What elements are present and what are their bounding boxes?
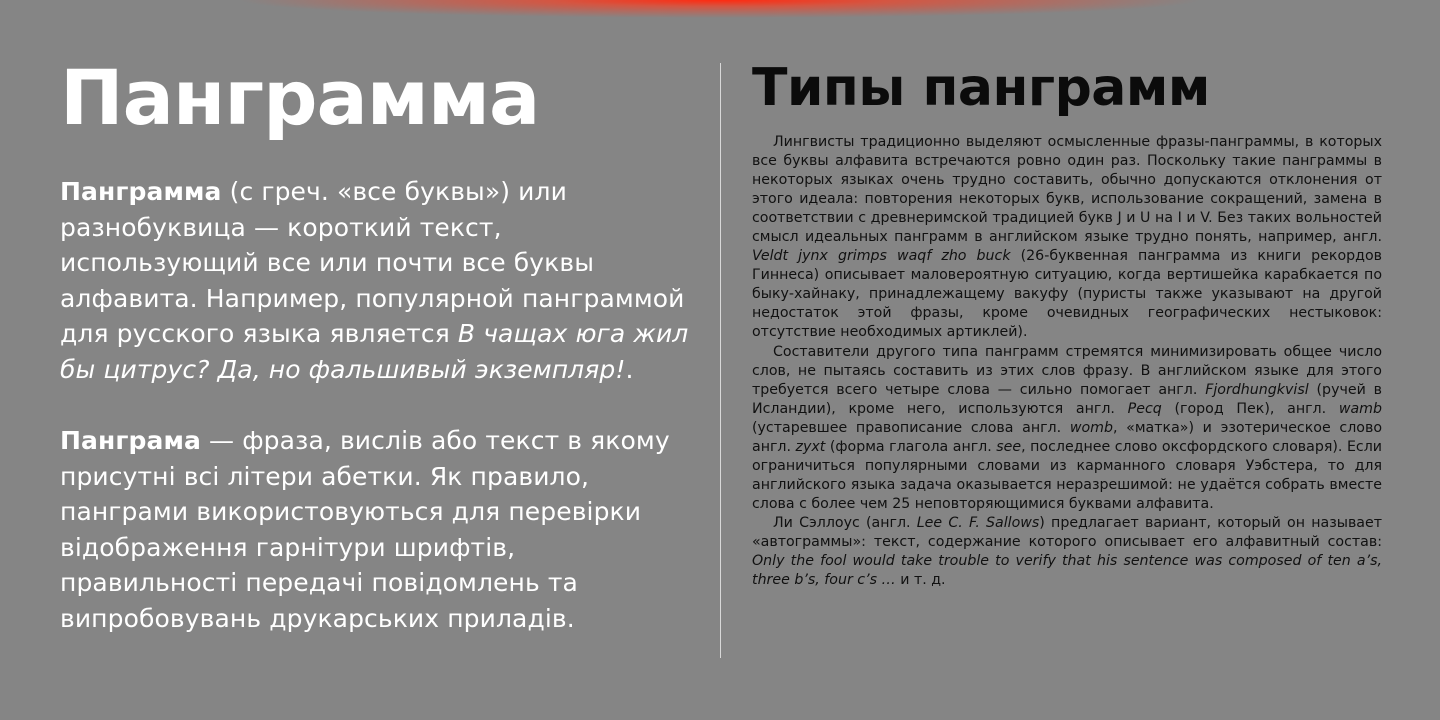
main-heading: Панграмма <box>60 53 540 142</box>
top-red-glow <box>0 0 1440 30</box>
left-column <box>60 52 700 636</box>
ukrainian-definition-paragraph: Панграма — фраза, вислів або текст в якому присутні всі літери абетки. Як правило, панграми використовуються для перевірки відображення гарнітури шрифтів, правильності передачі повідомлень та випробовувань друкарських приладів. <box>60 426 670 633</box>
body-paragraph-2: Составители другого типа панграмм стремятся минимизировать общее число слов, не пытаясь составить из этих слов фразу. В английском языке для этого требуется всего четыре слова — сильно помогает англ. Fjordhungkvisl (ручей в Исландии), кроме него, используются англ. Pecq (город Пек), англ. wamb (устаревшее правописание слова англ. womb, «матка») и эзотерическое слово англ. zyxt (форма глагола англ. see, последнее слово оксфордского словаря). Если ограничиться популярными словами из карманного словаря Уэбстера, то для английского языка задача оказывается неразрешимой: не удаётся собрать вместе слова с более чем 25 неповторяющимися буквами алфавита. <box>752 343 1382 512</box>
right-column <box>752 55 1382 590</box>
body-paragraph-1: Лингвисты традиционно выделяют осмысленные фразы-панграммы, в которых все буквы алфавита встречаются ровно один раз. Поскольку такие панграммы в некоторых языках очень трудно составить, обычно допускаются отклонения от этого идеала: повторения некоторых букв, использование сокращений, замена в соответствии с древнеримской традицией букв J и U на I и V. Без таких вольностей смысл идеальных панграмм в английском языке трудно понять, например, англ. Veldt jynx grimps waqf zho buck (26-буквенная панграмма из книги рекордов Гиннеса) описывает маловероятную ситуацию, когда вертишейка карабкается по быку-хайнаку, принадлежащему вакуфу (пуристы также указывают на другой недостаток этой фразы, кроме очевидных географических нестыковок: отсутствие необходимых артиклей). <box>752 134 1382 341</box>
russian-definition-paragraph: Панграмма (с греч. «все буквы») или разнобуквица — короткий текст, использующий все или почти все буквы алфавита. Например, популярной панграммой для русского языка является В чащах юга жил бы цитрус? Да, но фальшивый экземпляр!. <box>60 177 689 384</box>
column-divider <box>720 63 721 658</box>
term-pangramma: Панграмма <box>60 177 222 206</box>
section-heading: Типы панграмм <box>752 58 1210 118</box>
term-pangrama: Панграма <box>60 426 201 455</box>
body-paragraph-3: Ли Сэллоус (англ. Lee C. F. Sallows) предлагает вариант, который он называет «автограммы»: текст, содержание которого описывает его алфавитный состав: Only the fool would take trouble to verify that his sentence was composed of ten a’s, three b’s, four c’s … и т. д. <box>752 514 1382 589</box>
pangram-example: В чащах юга жил бы цитрус? Да, но фальшивый экземпляр! <box>60 319 689 384</box>
